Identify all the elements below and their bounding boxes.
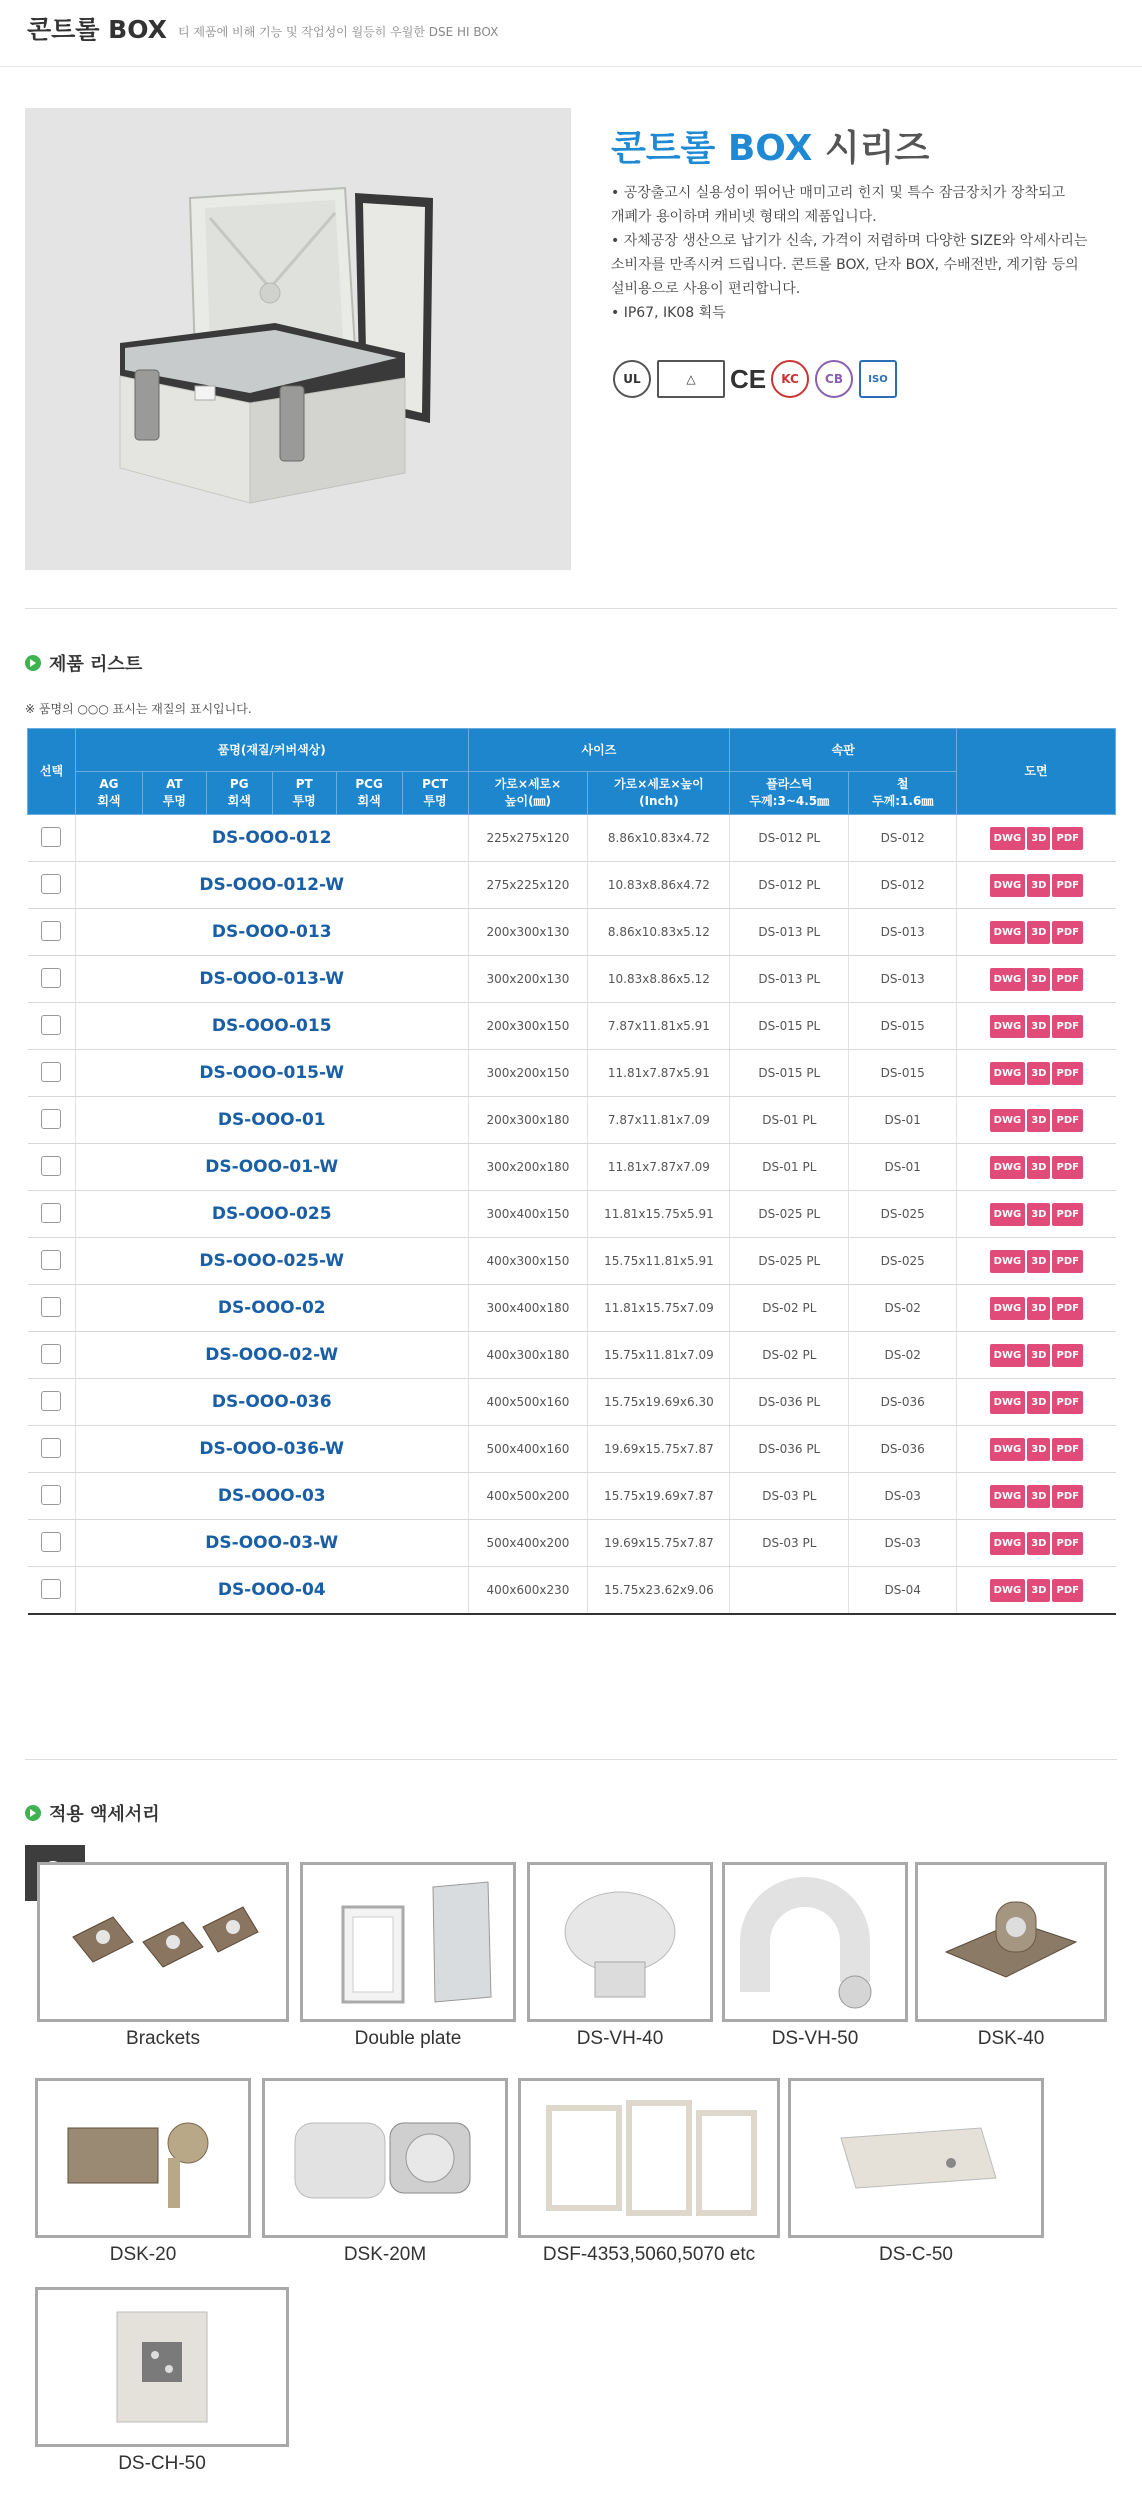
accessory-dsk-40[interactable] [915,1862,1107,2050]
size-mm: 300x400x150 [468,1191,588,1238]
dwg-button[interactable]: DWG [990,1579,1026,1602]
size-mm: 300x400x180 [468,1285,588,1332]
select-cell [28,1238,76,1285]
select-cell [28,1191,76,1238]
row-checkbox[interactable] [41,1062,61,1082]
size-inch: 8.86x10.83x4.72 [588,815,730,862]
product-list-title: 제품 리스트 [49,654,143,675]
pdf-button[interactable]: PDF [1052,1344,1082,1367]
accessory-label: Brackets [126,2028,200,2049]
product-name[interactable]: DS-OOO-01-W [75,1144,468,1191]
bullet-arrow-icon [25,1805,41,1821]
drawing-buttons [957,909,1116,956]
3d-button[interactable]: 3D [1027,1579,1050,1602]
3d-button[interactable]: 3D [1027,968,1050,991]
certification-logos [613,358,897,400]
drawing-buttons [957,1332,1116,1379]
steel-plate: DS-012 [849,862,957,909]
product-name[interactable]: DS-OOO-013 [75,909,468,956]
steel-plate: DS-015 [849,1003,957,1050]
3d-button[interactable]: 3D [1027,1109,1050,1132]
3d-button[interactable]: 3D [1027,1485,1050,1508]
size-inch: 19.69x15.75x7.87 [588,1520,730,1567]
accessory-ds-c-50[interactable] [788,2078,1044,2266]
product-image [25,108,571,570]
size-mm: 200x300x130 [468,909,588,956]
product-table [27,728,1116,1615]
dwg-button[interactable]: DWG [990,1203,1026,1226]
row-checkbox[interactable] [41,1438,61,1458]
size-inch: 11.81x7.87x5.91 [588,1050,730,1097]
material-note: ※ 품명의 ○○○ 표시는 재질의 표시입니다. [25,702,252,716]
dwg-button[interactable]: DWG [990,1156,1026,1179]
intro-line: • 자체공장 생산으로 납기가 신속, 가격이 저렴하며 다양한 SIZE와 악세사리는 [611,233,1088,249]
ul-cert-icon: UL [613,360,651,398]
pdf-button[interactable]: PDF [1052,968,1082,991]
select-cell [28,815,76,862]
row-checkbox[interactable] [41,874,61,894]
size-inch: 15.75x11.81x5.91 [588,1238,730,1285]
table-row [28,1379,1116,1426]
size-mm: 400x300x180 [468,1332,588,1379]
3d-button[interactable]: 3D [1027,921,1050,944]
plastic-plate: DS-025 PL [730,1191,849,1238]
intro-line: 소비자를 만족시켜 드립니다. 콘트롤 BOX, 단자 BOX, 수배전반, 계기함 등의 [611,257,1079,273]
intro-title-highlight: 콘트롤 BOX [611,128,813,169]
dwg-button[interactable]: DWG [990,968,1026,991]
dwg-button[interactable]: DWG [990,874,1026,897]
size-inch: 11.81x15.75x5.91 [588,1191,730,1238]
3d-button[interactable]: 3D [1027,827,1050,850]
product-name[interactable]: DS-OOO-012-W [75,862,468,909]
row-checkbox[interactable] [41,1015,61,1035]
select-cell [28,862,76,909]
3d-button[interactable]: 3D [1027,1391,1050,1414]
accessory-label: DSF-4353,5060,5070 etc [542,2244,756,2265]
header-size-mm: 가로×세로× 높이(㎜) [468,772,588,815]
header-inner-plate: 속판 [730,729,957,772]
accessory-image [518,2078,780,2238]
accessory-image [788,2078,1044,2238]
row-checkbox[interactable] [41,1579,61,1599]
accessory-label: DSK-20M [343,2244,427,2265]
table-row [28,1567,1116,1615]
accessory-dsk-20[interactable] [35,2078,251,2266]
header-select: 선택 [28,729,76,815]
accessory-brackets[interactable] [37,1862,289,2050]
3d-button[interactable]: 3D [1027,1203,1050,1226]
size-mm: 200x300x150 [468,1003,588,1050]
dwg-button[interactable]: DWG [990,1391,1026,1414]
row-checkbox[interactable] [41,1391,61,1411]
plastic-plate: DS-01 PL [730,1144,849,1191]
pdf-button[interactable]: PDF [1052,1156,1082,1179]
row-checkbox[interactable] [41,1344,61,1364]
triangle-cert-icon: △ [657,360,725,398]
plastic-plate: DS-012 PL [730,862,849,909]
3d-button[interactable]: 3D [1027,1015,1050,1038]
size-mm: 400x600x230 [468,1567,588,1615]
size-mm: 200x300x180 [468,1097,588,1144]
cb-cert-icon: CB [815,360,853,398]
product-name[interactable]: DS-OOO-025 [75,1191,468,1238]
plastic-plate: DS-02 PL [730,1332,849,1379]
steel-plate: DS-02 [849,1285,957,1332]
steel-plate: DS-025 [849,1191,957,1238]
dwg-button[interactable]: DWG [990,1109,1026,1132]
page-subtitle: 티 제품에 비해 기능 및 작업성이 월등히 우월한 DSE HI BOX [178,25,499,39]
dwg-button[interactable]: DWG [990,1438,1026,1461]
intro-title-suffix: 시리즈 [812,128,930,169]
select-cell [28,1332,76,1379]
header-drawing: 도면 [957,729,1116,815]
accessory-ds-vh-40[interactable] [527,1862,713,2050]
size-mm: 275x225x120 [468,862,588,909]
drawing-buttons [957,956,1116,1003]
drawing-buttons [957,1426,1116,1473]
ce-cert-icon: CE [729,363,767,394]
table-row [28,1426,1116,1473]
plastic-plate: DS-02 PL [730,1285,849,1332]
kc-cert-icon: KC [771,360,809,398]
drawing-buttons [957,1520,1116,1567]
product-name[interactable]: DS-OOO-03 [75,1473,468,1520]
table-row [28,1238,1116,1285]
pdf-button[interactable]: PDF [1052,1391,1082,1414]
drawing-buttons [957,1238,1116,1285]
table-row [28,1191,1116,1238]
header-size-inch: 가로×세로×높이 (Inch) [588,772,730,815]
table-row [28,1003,1116,1050]
accessory-label: DS-CH-50 [118,2453,206,2474]
select-cell [28,1426,76,1473]
table-row [28,909,1116,956]
accessory-ds-vh-50[interactable] [722,1862,908,2050]
3d-button[interactable]: 3D [1027,1297,1050,1320]
section-divider [25,1759,1117,1760]
pdf-button[interactable]: PDF [1052,1203,1082,1226]
plastic-plate: DS-01 PL [730,1097,849,1144]
steel-plate: DS-03 [849,1520,957,1567]
select-cell [28,1003,76,1050]
accessory-image [35,2078,251,2238]
size-inch: 15.75x19.69x6.30 [588,1379,730,1426]
drawing-buttons [957,1144,1116,1191]
accessory-dsf[interactable] [518,2078,780,2266]
product-name[interactable]: DS-OOO-01 [75,1097,468,1144]
table-row [28,1520,1116,1567]
product-name[interactable]: DS-OOO-013-W [75,956,468,1003]
plastic-plate: DS-025 PL [730,1238,849,1285]
accessory-label: Double plate [354,2028,462,2049]
select-cell [28,1520,76,1567]
size-mm: 400x300x150 [468,1238,588,1285]
steel-plate: DS-015 [849,1050,957,1097]
intro-title [611,120,929,171]
header-material-pct: PCT 투명 [402,772,468,815]
row-checkbox[interactable] [41,1485,61,1505]
accessories-heading [25,1800,160,1826]
intro-line: • IP67, IK08 획득 [611,305,726,321]
pdf-button[interactable]: PDF [1052,1109,1082,1132]
drawing-buttons [957,1050,1116,1097]
header-material-pt: PT 투명 [272,772,336,815]
drawing-buttons [957,1003,1116,1050]
steel-plate: DS-036 [849,1379,957,1426]
size-inch: 11.81x15.75x7.09 [588,1285,730,1332]
steel-plate: DS-03 [849,1473,957,1520]
steel-plate: DS-04 [849,1567,957,1615]
iso-cert-icon: ISO [859,360,897,398]
pdf-button[interactable]: PDF [1052,1015,1082,1038]
pdf-button[interactable]: PDF [1052,1250,1082,1273]
row-checkbox[interactable] [41,1203,61,1223]
product-name[interactable]: DS-OOO-02 [75,1285,468,1332]
plastic-plate [730,1567,849,1615]
drawing-buttons [957,815,1116,862]
dwg-button[interactable]: DWG [990,1344,1026,1367]
steel-plate: DS-02 [849,1332,957,1379]
pdf-button[interactable]: PDF [1052,827,1082,850]
row-checkbox[interactable] [41,1297,61,1317]
pdf-button[interactable]: PDF [1052,1297,1082,1320]
product-name[interactable]: DS-OOO-025-W [75,1238,468,1285]
accessory-label: DS-VH-40 [576,2028,664,2049]
accessory-image [915,1862,1107,2022]
dwg-button[interactable]: DWG [990,827,1026,850]
size-mm: 500x400x200 [468,1520,588,1567]
plastic-plate: DS-012 PL [730,815,849,862]
dwg-button[interactable]: DWG [990,1062,1026,1085]
plastic-plate: DS-036 PL [730,1426,849,1473]
size-inch: 7.87x11.81x5.91 [588,1003,730,1050]
size-inch: 15.75x23.62x9.06 [588,1567,730,1615]
drawing-buttons [957,1379,1116,1426]
size-inch: 8.86x10.83x5.12 [588,909,730,956]
header-steel: 철 두께:1.6㎜ [849,772,957,815]
drawing-buttons [957,862,1116,909]
accessories-title: 적용 액세서리 [49,1804,160,1825]
size-mm: 225x275x120 [468,815,588,862]
table-row [28,862,1116,909]
product-name[interactable]: DS-OOO-036-W [75,1426,468,1473]
size-inch: 7.87x11.81x7.09 [588,1097,730,1144]
pdf-button[interactable]: PDF [1052,1532,1082,1555]
drawing-buttons [957,1285,1116,1332]
table-row [28,1332,1116,1379]
row-checkbox[interactable] [41,1156,61,1176]
plastic-plate: DS-015 PL [730,1050,849,1097]
product-name[interactable]: DS-OOO-02-W [75,1332,468,1379]
row-checkbox[interactable] [41,827,61,847]
dwg-button[interactable]: DWG [990,1250,1026,1273]
pdf-button[interactable]: PDF [1052,1438,1082,1461]
select-cell [28,1473,76,1520]
intro-line: • 공장출고시 실용성이 뛰어난 매미고리 힌지 및 특수 잠금장치가 장착되고 [611,185,1066,201]
size-mm: 300x200x180 [468,1144,588,1191]
select-cell [28,1567,76,1615]
drawing-buttons [957,1567,1116,1615]
intro-line: 개폐가 용이하며 캐비넷 형태의 제품입니다. [611,209,877,225]
header-material-pcg: PCG 회색 [336,772,402,815]
dwg-button[interactable]: DWG [990,1297,1026,1320]
size-mm: 300x200x130 [468,956,588,1003]
header-plastic: 플라스틱 두께:3~4.5㎜ [730,772,849,815]
3d-button[interactable]: 3D [1027,1438,1050,1461]
steel-plate: DS-012 [849,815,957,862]
dwg-button[interactable]: DWG [990,1485,1026,1508]
pdf-button[interactable]: PDF [1052,921,1082,944]
header-size: 사이즈 [468,729,730,772]
3d-button[interactable]: 3D [1027,1250,1050,1273]
drawing-buttons [957,1191,1116,1238]
accessory-image [37,1862,289,2022]
accessory-label: DS-VH-50 [771,2028,859,2049]
table-row [28,1285,1116,1332]
accessory-label: DSK-20 [109,2244,177,2265]
product-list-heading [25,650,142,676]
intro-description [611,181,1131,325]
row-checkbox[interactable] [41,921,61,941]
header-name: 품명(재질/커버색상) [75,729,468,772]
product-name[interactable]: DS-OOO-015 [75,1003,468,1050]
row-checkbox[interactable] [41,968,61,988]
pdf-button[interactable]: PDF [1052,1579,1082,1602]
3d-button[interactable]: 3D [1027,1344,1050,1367]
3d-button[interactable]: 3D [1027,1532,1050,1555]
section-divider [25,608,1117,609]
intro-line: 설비용으로 사용이 편리합니다. [611,281,801,297]
steel-plate: DS-01 [849,1097,957,1144]
product-name[interactable]: DS-OOO-015-W [75,1050,468,1097]
select-cell [28,1144,76,1191]
select-cell [28,1285,76,1332]
row-checkbox[interactable] [41,1250,61,1270]
select-cell [28,909,76,956]
accessory-label: DSK-40 [977,2028,1045,2049]
plastic-plate: DS-013 PL [730,956,849,1003]
size-mm: 500x400x160 [468,1426,588,1473]
accessory-image [722,1862,908,2022]
accessory-ds-ch-50[interactable] [35,2287,289,2475]
table-row [28,1050,1116,1097]
product-name[interactable]: DS-OOO-03-W [75,1520,468,1567]
header-material-pg: PG 회색 [206,772,272,815]
3d-button[interactable]: 3D [1027,1156,1050,1179]
accessory-image [300,1862,516,2022]
steel-plate: DS-013 [849,909,957,956]
size-inch: 10.83x8.86x5.12 [588,956,730,1003]
table-row [28,956,1116,1003]
row-checkbox[interactable] [41,1109,61,1129]
product-name[interactable]: DS-OOO-04 [75,1567,468,1615]
size-inch: 10.83x8.86x4.72 [588,862,730,909]
table-row [28,1473,1116,1520]
bullet-arrow-icon [25,655,41,671]
plastic-plate: DS-036 PL [730,1379,849,1426]
drawing-buttons [957,1473,1116,1520]
plastic-plate: DS-013 PL [730,909,849,956]
dwg-button[interactable]: DWG [990,1015,1026,1038]
table-row [28,815,1116,862]
dwg-button[interactable]: DWG [990,1532,1026,1555]
pdf-button[interactable]: PDF [1052,874,1082,897]
size-mm: 400x500x160 [468,1379,588,1426]
pdf-button[interactable]: PDF [1052,1485,1082,1508]
table-row [28,1144,1116,1191]
steel-plate: DS-01 [849,1144,957,1191]
size-inch: 15.75x11.81x7.09 [588,1332,730,1379]
pdf-button[interactable]: PDF [1052,1062,1082,1085]
size-inch: 15.75x19.69x7.87 [588,1473,730,1520]
accessory-label: DS-C-50 [879,2244,953,2265]
accessory-image [262,2078,508,2238]
dwg-button[interactable]: DWG [990,921,1026,944]
size-inch: 11.81x7.87x7.09 [588,1144,730,1191]
plastic-plate: DS-015 PL [730,1003,849,1050]
product-name[interactable]: DS-OOO-036 [75,1379,468,1426]
3d-button[interactable]: 3D [1027,1062,1050,1085]
select-cell [28,1379,76,1426]
plastic-plate: DS-03 PL [730,1473,849,1520]
table-row [28,1097,1116,1144]
size-mm: 400x500x200 [468,1473,588,1520]
steel-plate: DS-036 [849,1426,957,1473]
header-material-ag: AG 회색 [75,772,142,815]
accessory-image [35,2287,289,2447]
header-material-at: AT 투명 [142,772,206,815]
steel-plate: DS-013 [849,956,957,1003]
accessory-dsk-20m[interactable] [262,2078,508,2266]
select-cell [28,1050,76,1097]
accessory-image [527,1862,713,2022]
select-cell [28,1097,76,1144]
row-checkbox[interactable] [41,1532,61,1552]
plastic-plate: DS-03 PL [730,1520,849,1567]
select-cell [28,956,76,1003]
size-inch: 19.69x15.75x7.87 [588,1426,730,1473]
accessory-double-plate[interactable] [300,1862,516,2050]
product-name[interactable]: DS-OOO-012 [75,815,468,862]
size-mm: 300x200x150 [468,1050,588,1097]
drawing-buttons [957,1097,1116,1144]
page-title: 콘트롤 BOX [27,15,167,44]
steel-plate: DS-025 [849,1238,957,1285]
page-header [0,0,1142,67]
3d-button[interactable]: 3D [1027,874,1050,897]
